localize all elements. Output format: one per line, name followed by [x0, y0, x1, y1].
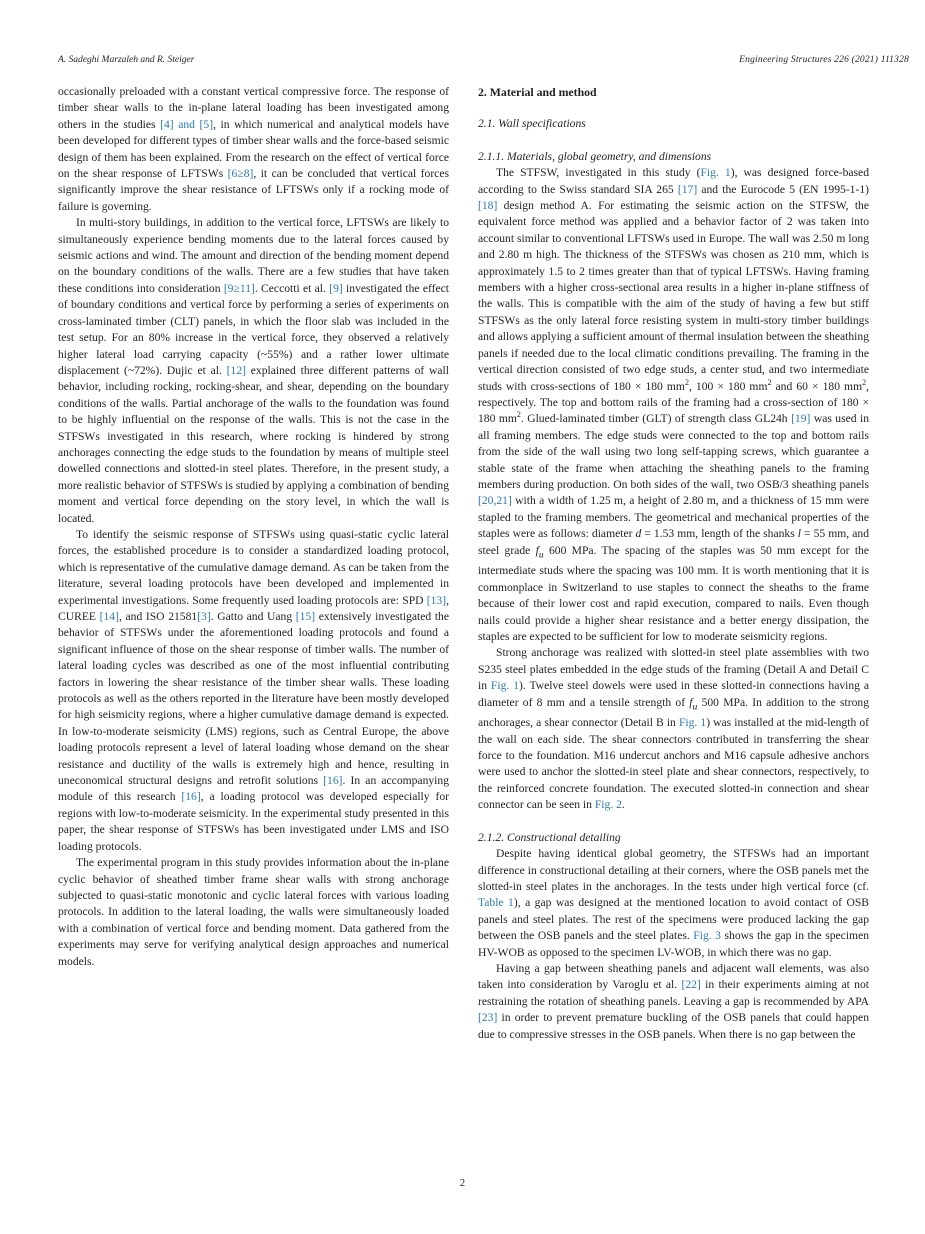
right-column: [478, 84, 869, 1043]
paragraph: Strong anchorage was realized with slotted-in steel plate assemblies with two S235 steel plates embedded in the edge studs of the framing (Detail A and Detail C in Fig. 1). Twelve steel dowels were used in these slotted-in connections having a diameter of 8 mm and a tensile strength of $f_u$ 500 MPa. In addition to the strong anchorages, a shear connector (Detail B in Fig. 1) was installed at the mid-length of the wall on each side. The shear connectors contributed in transferring the shear force to the foundation. M16 undercut anchors and M16 capsule adhesive anchors were used to anchor the slotted-in steel plate and shear connectors, respectively, to the reinforced concrete foundation. The executed slotted-in connection and shear connector can be seen in Fig. 2.: [478, 646, 870, 812]
citation-link[interactable]: [17]: [677, 182, 698, 196]
paragraph: To identify the seismic response of STFSWs using quasi-static cyclic lateral forces, the established procedure is to consider a standardized loading protocol, which is representative of the cumulative damage demand. As can be taken from the literature, several loading protocols have been developed and implemented in experimental investigations. Some frequently used loading protocols are: SPD [13], CUREE [14], and ISO 21581[3]. Gatto and Uang [15] extensively investigated the behavior of STFSWs under the aforementioned loading protocols and found a significant influence of those on the shear response of timber walls. The number of lateral loading cycles was described as one of the most influential contributing factors in lowering the shear resistance of the timber shear walls. These loading protocols as well as the others reported in the literature have been mostly developed for high seismicity regions, where a higher cumulative damage demand is expected. In low-to-moderate seismicity (LMS) regions, such as Central Europe, the above loading protocols represent a level of lateral loading whose demand on the shear resistance and ductility of the walls is extremely high and hence, resulting in uneconomical structural designs and retrofit solutions [16]. In an accompanying module of this research [16], a loading protocol was developed especially for regions with low-to-moderate seismicity. In the experimental study presented in this paper, the shear response of STFSWs has been investigated under LMS and ISO loading protocols.: [58, 527, 450, 853]
citation-link[interactable]: [9≥11]: [223, 281, 255, 295]
figure-link[interactable]: Fig. 1: [678, 716, 707, 730]
citation-link[interactable]: [22]: [681, 978, 701, 992]
citation-link[interactable]: [20,21]: [478, 494, 512, 508]
citation-link[interactable]: [19]: [791, 412, 811, 426]
paragraph: The experimental program in this study provides information about the in-plane cyclic behavior of sheathed timber frame shear walls with strong anchorage subjected to quasi-static monotonic and cyclic lateral forces with various loading protocols. In addition to the lateral loading, the walls were simultaneously loaded with a combination of vertical force and bending moment. Data gathered from the experiments may serve for verifying analytical design approaches and numerical models.: [58, 856, 449, 968]
left-column: [58, 84, 449, 970]
subsubsection-heading: 2.1.2. Constructional detailing: [478, 830, 621, 844]
subsection-heading: 2.1. Wall specifications: [478, 117, 586, 131]
citation-link[interactable]: [16]: [323, 774, 343, 788]
paragraph: In multi-story buildings, in addition to the vertical force, LFTSWs are likely to simultaneously experience bending moments due to the lateral forces caused by seismic actions and wind. The amount and direction of the bending moment depend on the boundary conditions of the walls. There are a few studies that have taken these conditions into consideration [9≥11]. Ceccotti et al. [9] investigated the effect of boundary conditions and vertical force by performing a series of experiments on cross-laminated timber (CLT) panels, in which the floor slab was included in the test setup. For an 80% increase in the vertical force, they observed a relatively higher lateral load carrying capacity (~55%) and a rather lower ultimate displacement (~72%). Dujic et al. [12] explained three different patterns of wall behavior, including rocking, rocking-shear, and shear, depending on the boundary conditions of the walls. Partial anchorage of the walls to the foundation was found to be highly influential on the response of the walls. This is not the case in the STFSWs investigated in this research, where rocking is hindered by strong anchorages connecting the edge studs to the foundation by means of multiple steel dowelled connections and slotted-in steel plates. Therefore, in the present study, a more realistic behavior of STFSWs is studied by applying a combination of bending moment and vertical force depending on the story level, in which the wall is located.: [58, 216, 449, 525]
figure-link[interactable]: Fig. 3: [693, 929, 721, 943]
section-heading: 2. Material and method: [478, 85, 597, 99]
citation-link[interactable]: [12]: [226, 363, 246, 377]
citation-link[interactable]: [14]: [99, 610, 119, 623]
page-number: 2: [459, 1178, 466, 1189]
figure-link[interactable]: Fig. 1: [700, 166, 731, 180]
citation-link[interactable]: [9]: [329, 281, 343, 295]
paragraph: occasionally preloaded with a constant vertical compressive force. The response of timber shear walls to the in-plane lateral loading has been investigated among others in the studies [4] and [5], in which numerical and analytical models have been developed for different types of timber shear walls and the force-based seismic design of them has been explained. From the research on the effect of vertical force on the shear response of LFTSWs [6≥8], it can be concluded that vertical forces significantly improve the shear resistance of LFTSWs only if a rocking mode of failure is governing.: [58, 85, 449, 213]
paragraph: Despite having identical global geometry, the STFSWs had an important difference in constructional detailing at their corners, where the OSB panels met the slotted-in steel plates in the anchorages. In the tests under high vertical force (cf. Table 1), a gap was designed at the mentioned location to avoid contact of OSB panels and steel plates. The rest of the specimens were produced lacking the gap between the OSB panels and the steel plates. Fig. 3 shows the gap in the specimen HV-WOB as opposed to the specimen LV-WOB, in which there was no gap.: [478, 847, 870, 959]
citation-link[interactable]: [13]: [426, 593, 447, 607]
citation-link[interactable]: [6≥8]: [227, 167, 254, 181]
subsubsection-heading: 2.1.1. Materials, global geometry, and dimensions: [478, 149, 712, 163]
citation-link[interactable]: [3]: [197, 610, 211, 623]
citation-link[interactable]: [18]: [478, 199, 498, 213]
table-link[interactable]: Table 1: [478, 896, 514, 910]
paragraph: The STFSW, investigated in this study (Fig. 1), was designed force-based according to the Swiss standard SIA 265 [17] and the Eurocode 5 (EN 1995-1-1) [18] design method A. For estimating the seismic action on the STFSW, the equivalent force method was applied and a behavior factor of 2 was taken into account similar to conventional LFTSWs used in Europe. The wall was 2.50 m long and 2.80 m high. The thickness of the STFSWs was chosen as 210 mm, which is approximately 1.5 to 2 times greater than that of typical LFTSWs. Having framing members with a higher cross-sectional area results in a higher in-plane stiffness of the walls. This is compatible with the aim of the study of having a few but stiff STFSWs as the only lateral force resisting system in multi-story timber buildings and allows applying a sufficient amount of thermal insulation between the sheathing panels if needed due to the local climatic conditions prevailing. The framing in the vertical direction consisted of two edge studs, a center stud, and two intermediate studs with cross-sections of 180 × 180 $mm^2$, 100 × 180 $mm^2$ and 60 × 180 $mm^2$, respectively. The top and bottom rails of the framing had a cross-section of 180 × 180 $mm^2$. Glued-laminated timber (GLT) of strength class GL24h [19] was used in all framing members. The edge studs were connected to the top and bottom rails from the side of the wall using two long self-tapping screws, which guarantee a stable state of the frame when attaching the sheathing panels to the framing members during production. On both sides of the wall, two OSB/3 sheathing panels [20,21] with a width of 1.25 m, a height of 2.80 m, and a thickness of 15 mm were stapled to the framing members. The geometrical and mechanical properties of the staples were as follows: diameter d = 1.53 mm, length of the shanks l = 55 mm, and steel grade $f_u$ 600 MPa. The spacing of the staples was 50 mm except for the intermediate studs where the spacing was 100 mm. It is worth mentioning that it is commonplace in Switzerland to use staples to connect the sheaths to the frame because of their lower cost and rapid execution, compared to nails. Even though nails could provide a higher shear resistance and a better energy dissipation, the staples are expected to be sufficient for low to moderate seismicity regions.: [478, 166, 870, 643]
figure-link[interactable]: Fig. 2: [594, 798, 622, 812]
running-header-journal: Engineering Structures 226 (2021) 111328: [739, 55, 909, 65]
citation-link[interactable]: [23]: [478, 1011, 498, 1025]
running-header-authors: A. Sadeghi Marzaleh and R. Steiger: [58, 55, 195, 65]
citation-link[interactable]: [15]: [295, 610, 316, 623]
citation-link[interactable]: [4] and [5]: [160, 117, 214, 131]
paragraph: Having a gap between sheathing panels and adjacent wall elements, was also taken into consideration by Varoglu et al. [22] in their experiments aiming at not restraining the rotation of sheathing panels. Leaving a gap is recommended by APA [23] in order to prevent premature buckling of the OSB panels that could happen due to compressive stresses in the OSB panels. When there is no gap between the: [478, 961, 869, 1041]
figure-link[interactable]: Fig. 1: [490, 679, 519, 693]
citation-link[interactable]: [16]: [181, 790, 201, 804]
